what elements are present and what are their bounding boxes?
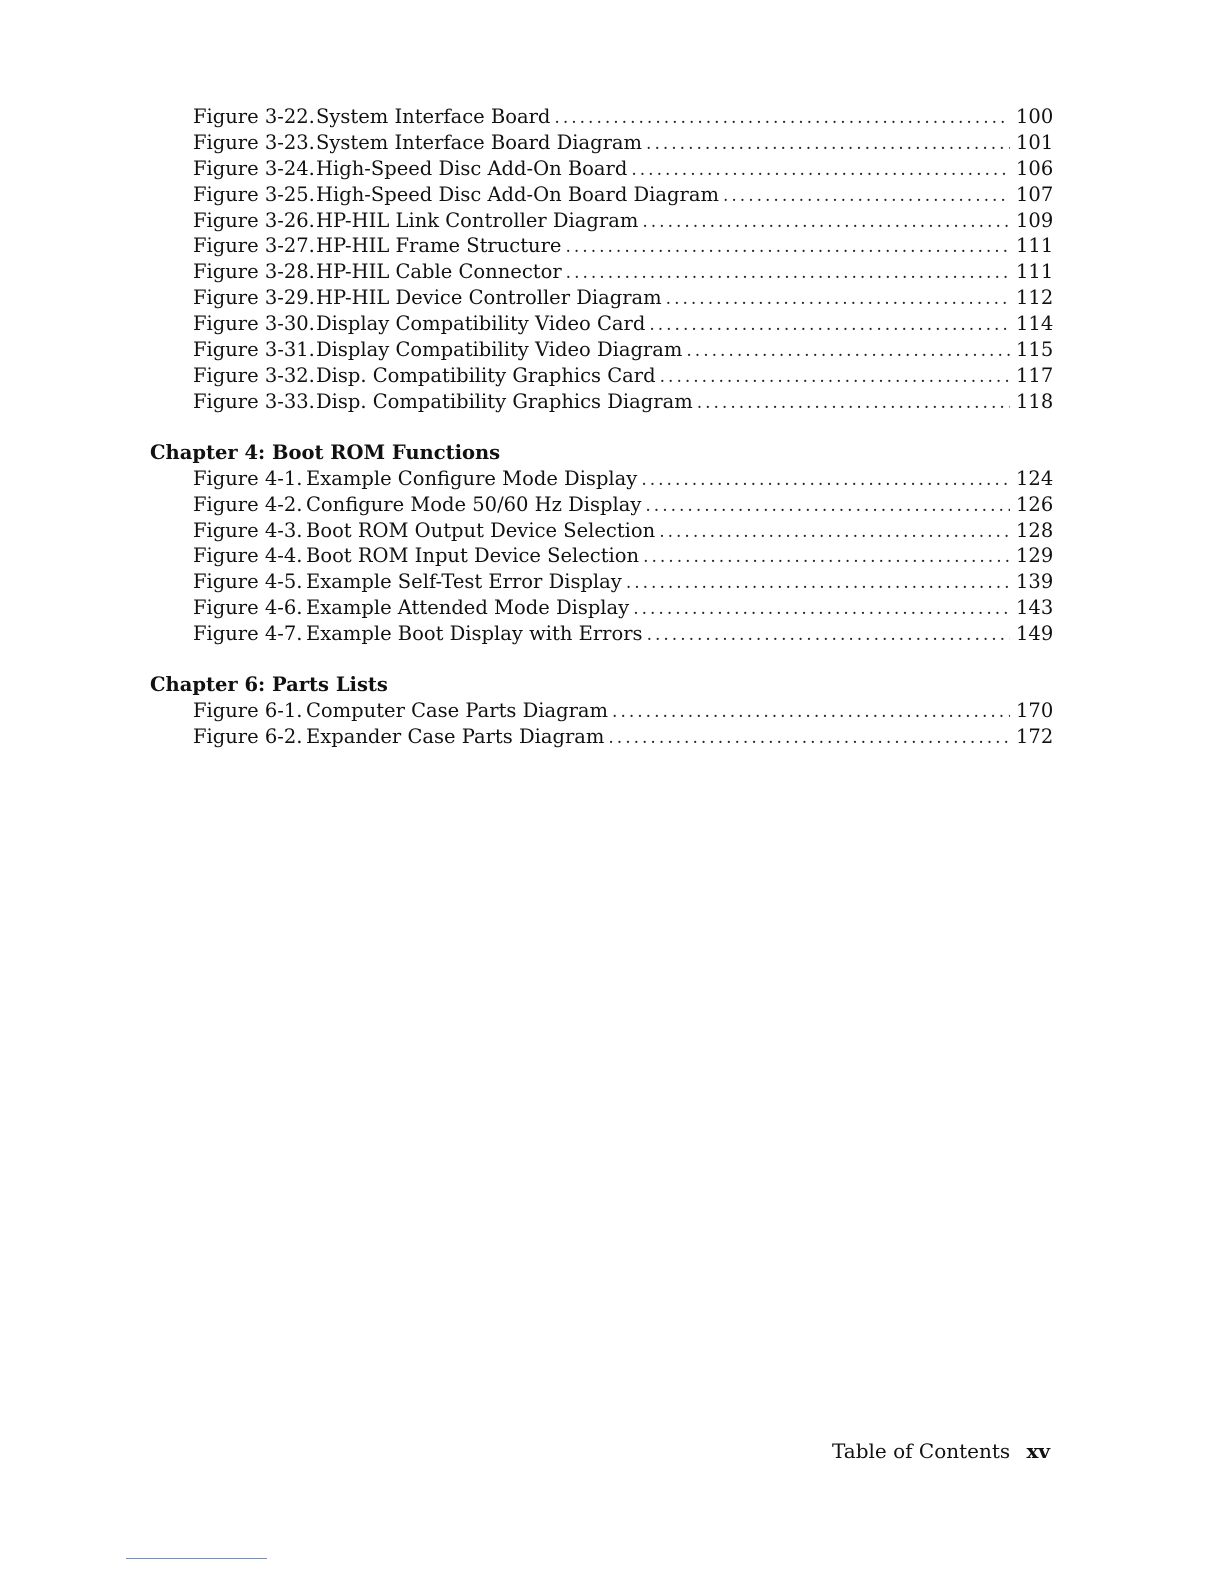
toc-entry[interactable] (193, 595, 1054, 621)
toc-entry[interactable] (193, 724, 1054, 750)
page-number: 118 (1016, 390, 1054, 413)
toc-entry[interactable] (193, 492, 1054, 518)
dot-leader (612, 699, 1010, 725)
page-footer (832, 1437, 1050, 1465)
figure-number: Figure 3-31. (193, 338, 315, 361)
figure-title: HP-HIL Frame Structure (316, 234, 562, 257)
page-number: 109 (1016, 209, 1054, 232)
figure-title: Example Attended Mode Display (306, 596, 630, 619)
figure-number: Figure 3-27. (193, 234, 315, 257)
toc-entry[interactable] (193, 130, 1054, 156)
toc-entry[interactable] (193, 363, 1054, 389)
toc-entry[interactable] (193, 389, 1054, 415)
figure-number: Figure 4-2. (193, 493, 303, 516)
figure-title: Disp. Compatibility Graphics Diagram (316, 390, 693, 413)
figure-number: Figure 3-25. (193, 183, 315, 206)
page-number: 107 (1016, 183, 1054, 206)
dot-leader (686, 338, 1010, 364)
figure-title: System Interface Board Diagram (316, 131, 643, 154)
footer-page-number: xv (1026, 1439, 1050, 1463)
page-number: 115 (1016, 338, 1054, 361)
page-number: 124 (1016, 467, 1054, 490)
figure-number: Figure 6-1. (193, 699, 303, 722)
page-number: 126 (1016, 493, 1054, 516)
dot-leader (631, 157, 1010, 183)
figure-title: High-Speed Disc Add-On Board Diagram (316, 183, 719, 206)
dot-leader (646, 131, 1010, 157)
toc-entry[interactable] (193, 208, 1054, 234)
dot-leader (647, 622, 1010, 648)
toc-entry[interactable] (193, 569, 1054, 595)
figure-title: System Interface Board (316, 105, 551, 128)
dot-leader (642, 209, 1010, 235)
figure-title: Boot ROM Output Device Selection (306, 519, 656, 542)
dot-leader (666, 286, 1010, 312)
bottom-rule (126, 1558, 267, 1559)
figure-title: Display Compatibility Video Diagram (316, 338, 683, 361)
page-number: 149 (1016, 622, 1054, 645)
figure-title: Example Self-Test Error Display (306, 570, 622, 593)
dot-leader (660, 364, 1010, 390)
page-number: 170 (1016, 699, 1054, 722)
page-number: 117 (1016, 364, 1054, 387)
figure-title: Example Configure Mode Display (306, 467, 638, 490)
toc-entry[interactable] (193, 311, 1054, 337)
figure-title: Boot ROM Input Device Selection (306, 544, 640, 567)
figure-number: Figure 3-32. (193, 364, 315, 387)
page-number: 114 (1016, 312, 1054, 335)
figure-title: Computer Case Parts Diagram (306, 699, 609, 722)
toc-entry[interactable] (193, 621, 1054, 647)
figure-number: Figure 3-26. (193, 209, 315, 232)
dot-leader (566, 260, 1010, 286)
figure-title: Expander Case Parts Diagram (306, 725, 605, 748)
figure-number: Figure 3-28. (193, 260, 315, 283)
toc-entry[interactable] (193, 259, 1054, 285)
toc-entry[interactable] (193, 698, 1054, 724)
page-number: 100 (1016, 105, 1054, 128)
page-number: 111 (1016, 260, 1054, 283)
dot-leader (641, 467, 1010, 493)
figure-title: HP-HIL Cable Connector (316, 260, 562, 283)
figure-title: Configure Mode 50/60 Hz Display (306, 493, 642, 516)
figure-number: Figure 4-7. (193, 622, 303, 645)
page-number: 101 (1016, 131, 1054, 154)
toc-entry[interactable] (193, 233, 1054, 259)
dot-leader (659, 519, 1010, 545)
page-number: 172 (1016, 725, 1054, 748)
figure-number: Figure 3-30. (193, 312, 315, 335)
figure-number: Figure 3-33. (193, 390, 315, 413)
page-number: 128 (1016, 519, 1054, 542)
figure-number: Figure 3-24. (193, 157, 315, 180)
figure-number: Figure 6-2. (193, 725, 303, 748)
footer-label: Table of Contents (832, 1439, 1011, 1463)
dot-leader (643, 544, 1010, 570)
page-number: 139 (1016, 570, 1054, 593)
dot-leader (645, 493, 1010, 519)
figure-title: Disp. Compatibility Graphics Card (316, 364, 656, 387)
dot-leader (554, 105, 1010, 131)
figure-number: Figure 4-3. (193, 519, 303, 542)
dot-leader (723, 183, 1010, 209)
figure-title: High-Speed Disc Add-On Board (316, 157, 628, 180)
page-number: 129 (1016, 544, 1054, 567)
toc-entry[interactable] (193, 156, 1054, 182)
figure-number: Figure 3-22. (193, 105, 315, 128)
figure-title: Display Compatibility Video Card (316, 312, 646, 335)
toc-entry[interactable] (193, 285, 1054, 311)
page-number: 106 (1016, 157, 1054, 180)
figure-number: Figure 4-5. (193, 570, 303, 593)
figure-title: Example Boot Display with Errors (306, 622, 643, 645)
page-number: 111 (1016, 234, 1054, 257)
dot-leader (626, 570, 1010, 596)
toc-entry[interactable] (193, 543, 1054, 569)
toc-entry[interactable] (193, 182, 1054, 208)
page-number: 112 (1016, 286, 1054, 309)
chapter-heading[interactable]: Chapter 4: Boot ROM Functions (150, 441, 501, 464)
figure-number: Figure 4-4. (193, 544, 303, 567)
figure-number: Figure 4-1. (193, 467, 303, 490)
toc-entry[interactable] (193, 104, 1054, 130)
figure-title: HP-HIL Link Controller Diagram (316, 209, 639, 232)
toc-entry[interactable] (193, 466, 1054, 492)
dot-leader (697, 390, 1010, 416)
figure-title: HP-HIL Device Controller Diagram (316, 286, 662, 309)
figure-number: Figure 4-6. (193, 596, 303, 619)
page-number: 143 (1016, 596, 1054, 619)
dot-leader (633, 596, 1010, 622)
dot-leader (608, 725, 1010, 751)
dot-leader (565, 234, 1010, 260)
toc-entry[interactable] (193, 337, 1054, 363)
toc-entry[interactable] (193, 518, 1054, 544)
dot-leader (649, 312, 1010, 338)
figure-number: Figure 3-29. (193, 286, 315, 309)
figure-number: Figure 3-23. (193, 131, 315, 154)
chapter-heading[interactable]: Chapter 6: Parts Lists (150, 673, 388, 696)
